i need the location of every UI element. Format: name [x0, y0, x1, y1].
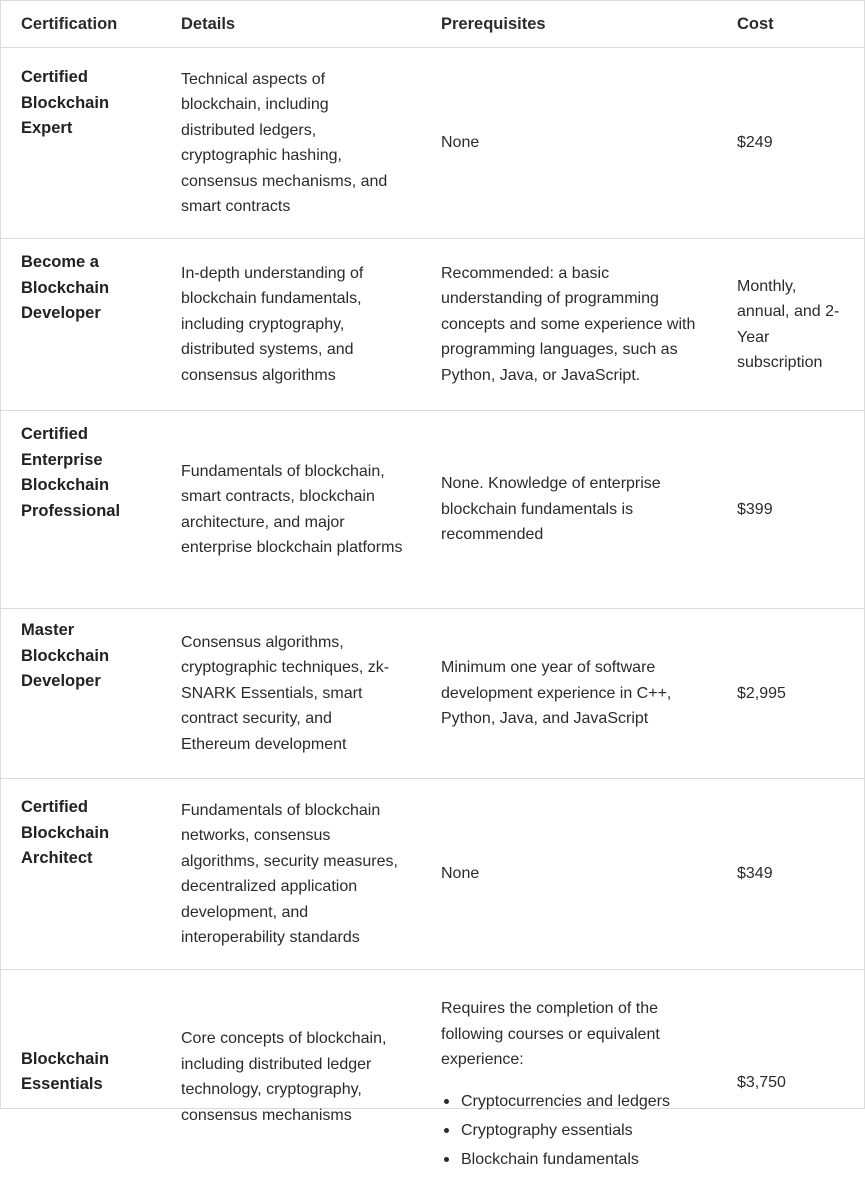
certification-cost: $2,995	[717, 609, 864, 779]
bullet-icon	[444, 1157, 449, 1162]
table-row	[1, 48, 864, 239]
certification-name: Certified Blockchain Expert	[1, 48, 161, 239]
list-item-text: Blockchain fundamentals	[461, 1151, 639, 1168]
certification-name: Master Blockchain Developer	[1, 609, 161, 779]
list-item-text: Cryptocurrencies and ledgers	[461, 1093, 670, 1110]
prerequisites-intro: Requires the completion of the following courses or equivalent experience:	[441, 996, 703, 1073]
certification-prerequisites: Recommended: a basic understanding of programming concepts and some experience with programming languages, such as Python, Java, or JavaScript.	[421, 239, 717, 411]
certification-details: Fundamentals of blockchain networks, consensus algorithms, security measures, decentralized application development, and interoperability standards	[161, 779, 421, 970]
certification-cost: $3,750	[717, 970, 864, 1196]
table-row	[1, 779, 864, 970]
table-header-row	[1, 1, 864, 48]
bullet-icon	[444, 1128, 449, 1133]
list-item	[461, 1087, 703, 1116]
certification-prerequisites: None. Knowledge of enterprise blockchain fundamentals is recommended	[421, 411, 717, 609]
list-item	[461, 1145, 703, 1174]
certification-details: Core concepts of blockchain, including distributed ledger technology, cryptography, consensus mechanisms	[161, 970, 421, 1196]
certification-cost: $349	[717, 779, 864, 970]
certification-prerequisites: Minimum one year of software development experience in C++, Python, Java, and JavaScript	[421, 609, 717, 779]
prerequisites-list	[441, 1087, 703, 1174]
certification-prerequisites	[421, 970, 717, 1196]
header-cost: Cost	[717, 1, 864, 48]
header-certification: Certification	[1, 1, 161, 48]
table-row	[1, 609, 864, 779]
certification-prerequisites: None	[421, 48, 717, 239]
table-row	[1, 411, 864, 609]
certification-details: In-depth understanding of blockchain fundamentals, including cryptography, distributed systems, and consensus algorithms	[161, 239, 421, 411]
header-prerequisites: Prerequisites	[421, 1, 717, 48]
certification-prerequisites: None	[421, 779, 717, 970]
certification-name: Certified Blockchain Architect	[1, 779, 161, 970]
certification-cost: $249	[717, 48, 864, 239]
certification-details: Fundamentals of blockchain, smart contracts, blockchain architecture, and major enterprise blockchain platforms	[161, 411, 421, 609]
header-details: Details	[161, 1, 421, 48]
certification-name: Blockchain Essentials	[1, 970, 161, 1196]
table-row	[1, 970, 864, 1196]
certification-cost: Monthly, annual, and 2-Year subscription	[717, 239, 864, 411]
certification-name: Certified Enterprise Blockchain Professional	[1, 411, 161, 609]
table-row	[1, 239, 864, 411]
list-item-text: Cryptography essentials	[461, 1122, 633, 1139]
certification-details: Consensus algorithms, cryptographic techniques, zk-SNARK Essentials, smart contract security, and Ethereum development	[161, 609, 421, 779]
list-item	[461, 1116, 703, 1145]
certification-details: Technical aspects of blockchain, including distributed ledgers, cryptographic hashing, consensus mechanisms, and smart contracts	[161, 48, 421, 239]
certification-table	[1, 1, 864, 1196]
bullet-icon	[444, 1099, 449, 1104]
certification-cost: $399	[717, 411, 864, 609]
certification-name: Become a Blockchain Developer	[1, 239, 161, 411]
